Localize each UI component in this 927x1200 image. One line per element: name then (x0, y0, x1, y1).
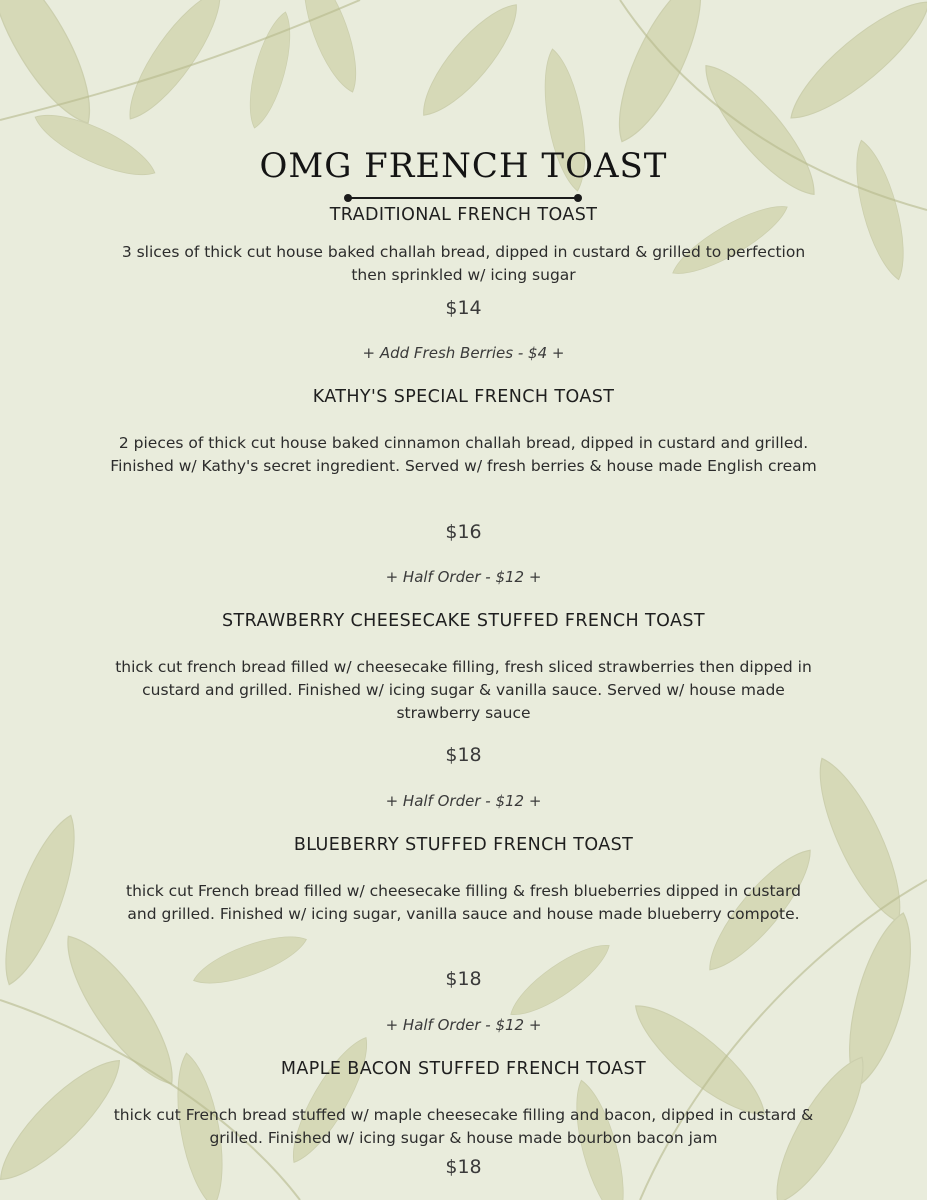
item-description-blueberry-stuffed: thick cut French bread filled w/ cheesecake filling & fresh blueberries dipped in custard and grilled. Finished w/ icing sugar, vanilla sauce and house made blueberry compote. (126, 882, 801, 923)
item-addon-blueberry-stuffed: + Half Order - $12 + (385, 1016, 542, 1034)
item-addon-traditional: + Add Fresh Berries - $4 + (362, 344, 565, 362)
item-name-kathys-special: KATHY'S SPECIAL FRENCH TOAST (312, 387, 615, 407)
item-price-kathys-special: $16 (445, 521, 482, 543)
item-price-blueberry-stuffed: $18 (445, 968, 482, 990)
item-name-strawberry-cheesecake: STRAWBERRY CHEESECAKE STUFFED FRENCH TOAST (222, 611, 705, 631)
item-addon-strawberry-cheesecake: + Half Order - $12 + (385, 792, 542, 810)
item-price-maple-bacon: $18 (445, 1156, 482, 1178)
divider-dot-left (344, 194, 352, 202)
item-description-traditional: 3 slices of thick cut house baked challah bread, dipped in custard & grilled to perfection then sprinkled w/ icing sugar (121, 243, 806, 284)
menu-title: OMG FRENCH TOAST (259, 146, 668, 186)
item-price-strawberry-cheesecake: $18 (445, 744, 482, 766)
item-description-strawberry-cheesecake: thick cut french bread filled w/ cheesecake filling, fresh sliced strawberries then dipped in custard and grilled. Finished w/ icing sugar & vanilla sauce. Served w/ house made strawberry sauce (115, 658, 812, 722)
divider-line (348, 197, 578, 199)
divider-dot-right (574, 194, 582, 202)
title-divider (344, 194, 582, 202)
item-description-maple-bacon: thick cut French bread stuffed w/ maple cheesecake filling and bacon, dipped in custard & grilled. Finished w/ icing sugar & house made bourbon bacon jam (113, 1106, 814, 1147)
item-name-blueberry-stuffed: BLUEBERRY STUFFED FRENCH TOAST (293, 835, 634, 855)
item-name-maple-bacon: MAPLE BACON STUFFED FRENCH TOAST (280, 1059, 647, 1079)
item-price-traditional: $14 (445, 297, 482, 319)
item-description-kathys-special: 2 pieces of thick cut house baked cinnamon challah bread, dipped in custard and grilled. Finished w/ Kathy's secret ingredient. Served w/ fresh berries & house made English cream (110, 434, 817, 475)
item-addon-kathys-special: + Half Order - $12 + (385, 568, 542, 586)
item-name-traditional: TRADITIONAL FRENCH TOAST (329, 205, 598, 225)
